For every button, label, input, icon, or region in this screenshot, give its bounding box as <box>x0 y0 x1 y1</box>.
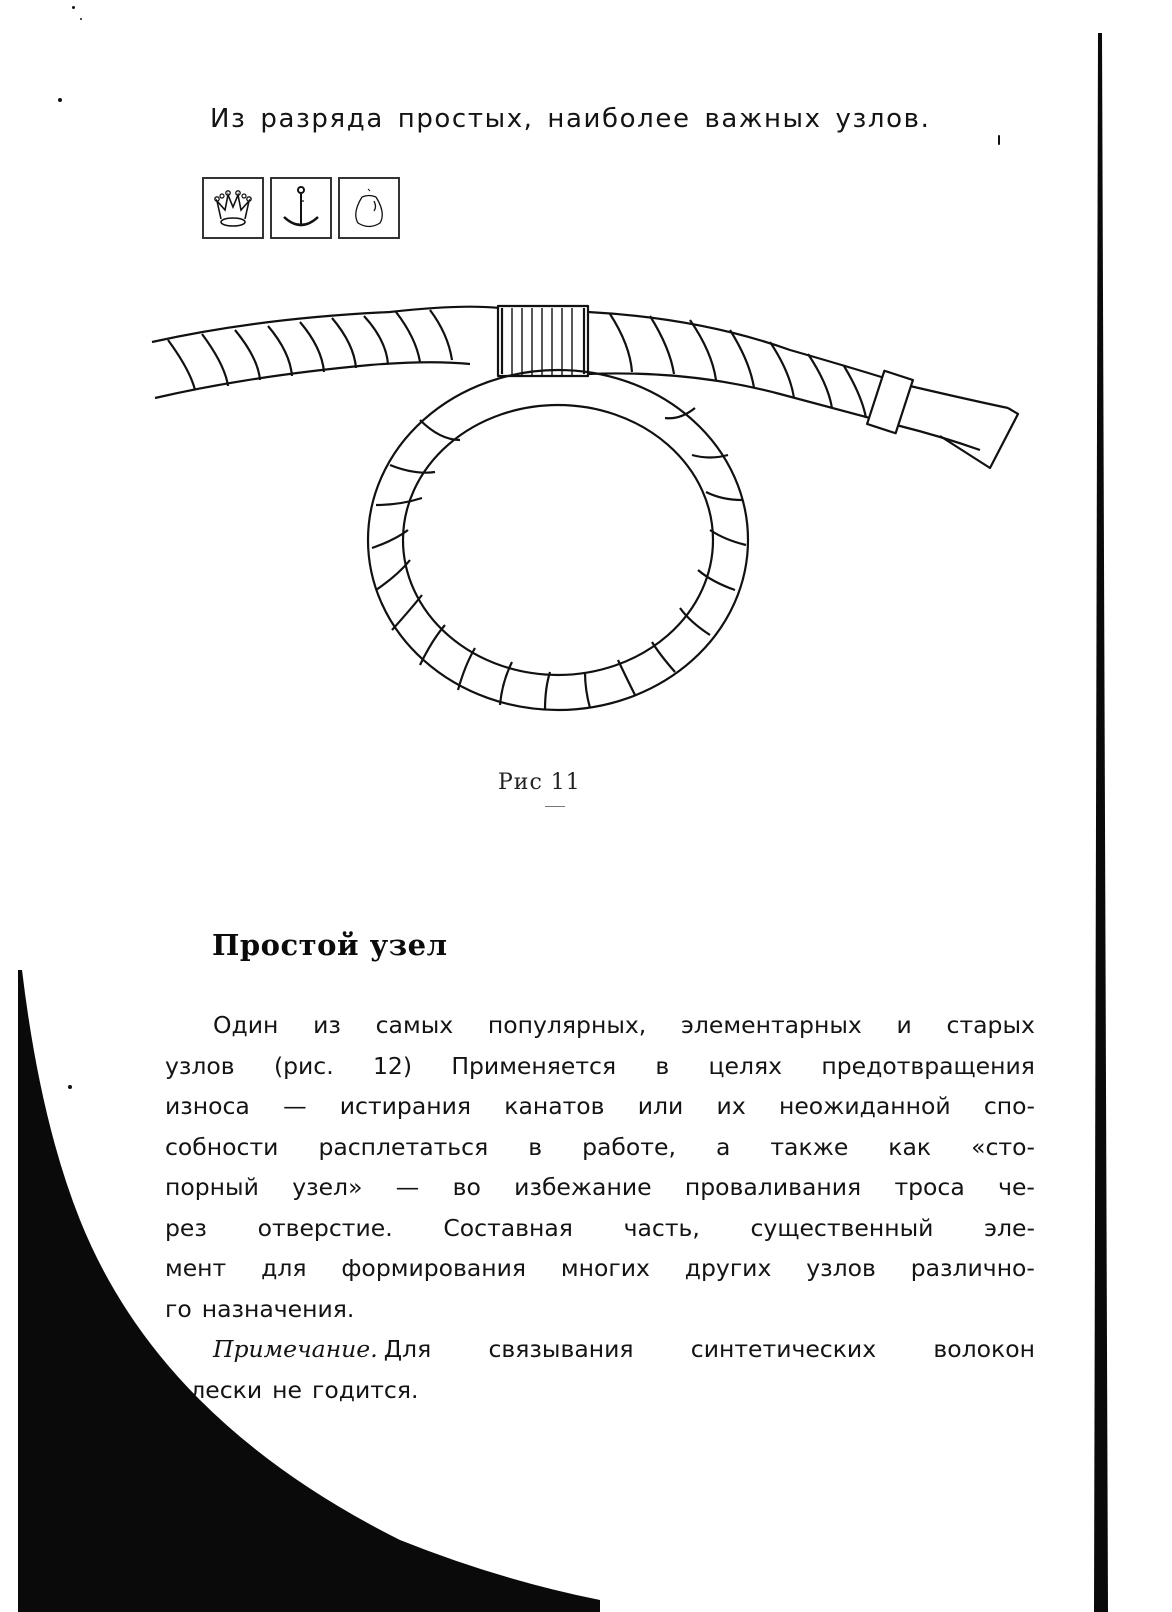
word: формирования <box>341 1254 527 1282</box>
word: многих <box>560 1254 650 1282</box>
word: рез <box>165 1213 207 1242</box>
word: истирания <box>339 1092 472 1120</box>
word: их <box>716 1092 746 1120</box>
word: че- <box>998 1173 1035 1201</box>
word: узел» <box>292 1173 363 1201</box>
word: старых <box>946 1011 1035 1039</box>
scan-edge-right <box>1090 0 1130 1612</box>
word: часть, <box>623 1213 700 1242</box>
word: Применяется <box>451 1051 617 1080</box>
word: различно- <box>910 1254 1035 1282</box>
word: не <box>272 1375 302 1404</box>
word: — <box>283 1092 307 1120</box>
word: отверстие. <box>257 1213 393 1242</box>
word: самых <box>375 1011 454 1039</box>
word: неожиданной <box>778 1092 951 1120</box>
word: или <box>637 1092 684 1120</box>
word: избежание <box>514 1173 652 1201</box>
word: троса <box>894 1173 965 1201</box>
word: и <box>896 1011 912 1039</box>
scan-speck <box>58 98 62 102</box>
word: Для <box>383 1335 432 1363</box>
word: го <box>165 1294 192 1323</box>
word: из <box>313 1011 341 1039</box>
word: порный <box>165 1173 259 1201</box>
word: эле- <box>984 1213 1035 1242</box>
note-label: Примечание. <box>213 1335 378 1363</box>
intro-text: Из разряда простых, наиболее важных узлов. <box>210 104 931 134</box>
word: спо- <box>983 1092 1035 1120</box>
word: работе, <box>582 1132 676 1161</box>
scan-shadow-left <box>0 960 620 1612</box>
knot-category-icons <box>202 177 400 239</box>
word: Один <box>213 1011 279 1039</box>
word: волокон <box>933 1335 1035 1363</box>
word: в <box>655 1051 670 1080</box>
word: — <box>395 1173 420 1201</box>
word: популярных, <box>487 1011 647 1039</box>
word: а <box>715 1132 731 1161</box>
crown-icon <box>202 177 264 239</box>
word: узлов <box>165 1051 235 1080</box>
scan-speck <box>72 6 75 9</box>
word: связывания <box>488 1335 634 1363</box>
figure-caption: Рис 11 <box>498 770 581 795</box>
word: собности <box>165 1132 279 1161</box>
word: узлов <box>806 1254 876 1282</box>
word: для <box>261 1254 307 1282</box>
scan-speck <box>998 135 1000 145</box>
word: других <box>684 1254 772 1282</box>
word: 12) <box>372 1051 413 1080</box>
word: проваливания <box>684 1173 862 1201</box>
word: в <box>528 1132 543 1161</box>
anchor-icon <box>270 177 332 239</box>
word: целях <box>708 1051 783 1080</box>
word: во <box>452 1173 481 1201</box>
word: лески <box>190 1375 263 1404</box>
word: элементарных <box>681 1011 862 1039</box>
caption-underline <box>545 806 565 807</box>
word: предотвращения <box>821 1051 1035 1080</box>
word: канатов <box>504 1092 605 1120</box>
word: существенный <box>750 1213 934 1242</box>
word: годится. <box>311 1375 419 1404</box>
word: также <box>770 1132 849 1161</box>
word: (рис. <box>273 1051 334 1080</box>
scan-speck <box>80 18 82 20</box>
word: мент <box>165 1254 227 1282</box>
word: назначения. <box>201 1294 355 1323</box>
word: износа <box>165 1092 250 1120</box>
rope-loop-illustration <box>140 290 1020 720</box>
word: синтетических <box>690 1335 877 1363</box>
bag-icon <box>338 177 400 239</box>
word: как <box>888 1132 932 1161</box>
word: «сто- <box>971 1132 1035 1161</box>
word: Составная <box>443 1213 573 1242</box>
section-heading: Простой узел <box>212 928 448 962</box>
word: расплетаться <box>318 1132 489 1161</box>
